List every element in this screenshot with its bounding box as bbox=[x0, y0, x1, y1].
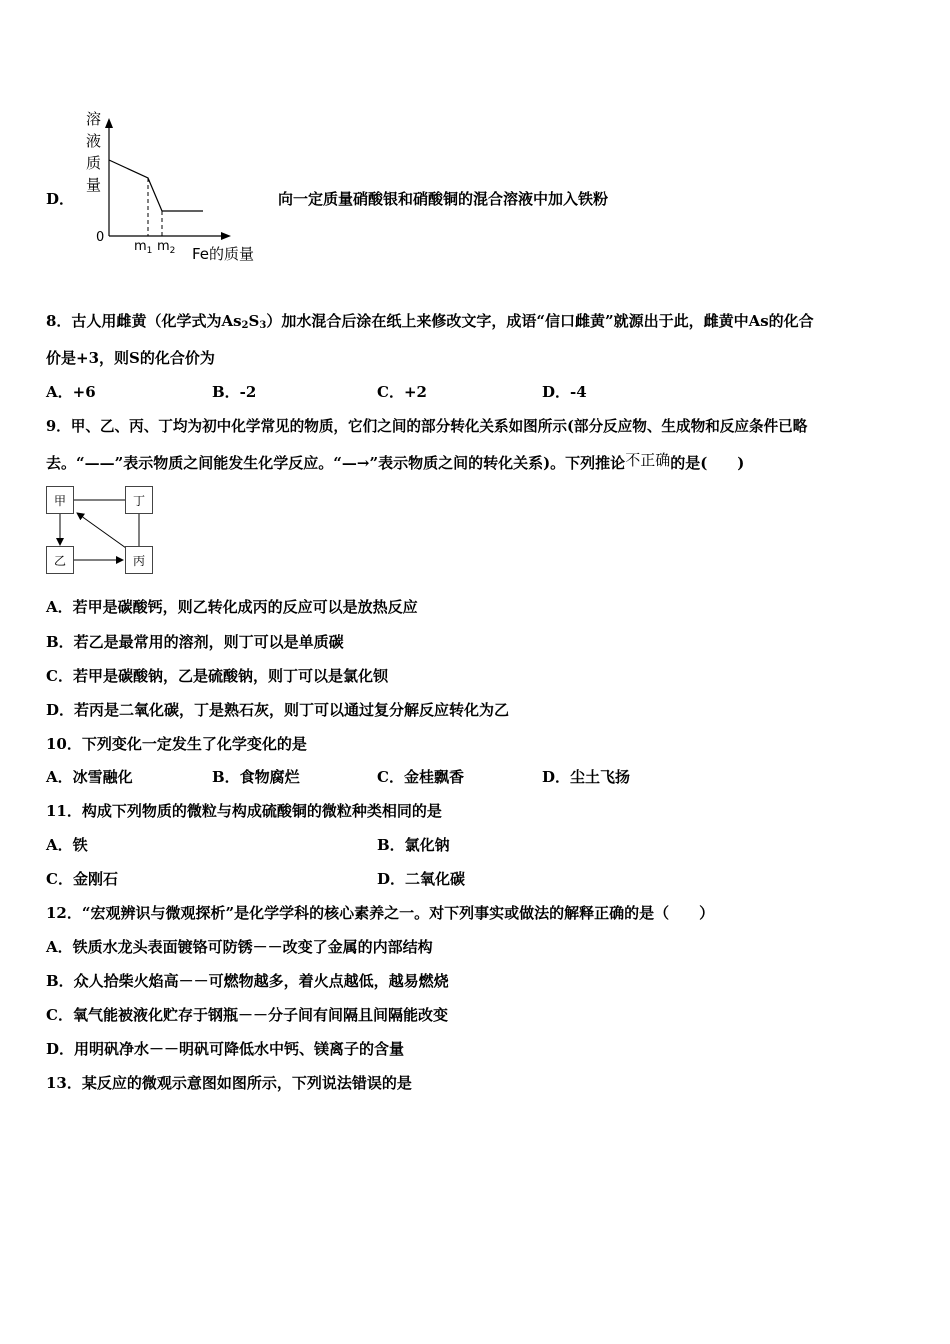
q8-option-d: D．-4 bbox=[542, 383, 587, 401]
q8-option-c: C．+2 bbox=[377, 383, 427, 401]
q8-option-a: A．+6 bbox=[46, 383, 96, 401]
q9-option-c: C．若甲是碳酸钠，乙是硫酸钠，则丁可以是氯化钡 bbox=[46, 667, 388, 685]
q7-option-d-label: D． bbox=[46, 190, 75, 208]
q10-option-d: D．尘土飞扬 bbox=[542, 768, 631, 786]
graph-x-arrow bbox=[221, 232, 231, 240]
q11-option-a: A．铁 bbox=[46, 836, 88, 854]
graph-curve bbox=[109, 160, 203, 211]
graph-m2-label: $m_2$ bbox=[157, 239, 176, 256]
node-ding: 丁 bbox=[125, 486, 153, 514]
q9-stem-line1: 9．甲、乙、丙、丁均为初中化学常见的物质，它们之间的部分转化关系如图所示(部分反应物、生成物和反应条件已略 bbox=[46, 418, 808, 435]
graph-y-label-3: 质 bbox=[86, 154, 102, 172]
q8-stem-line2: 价是+3，则S的化合价为 bbox=[46, 349, 215, 367]
graph-y-label-2: 液 bbox=[86, 132, 102, 150]
graph-y-label-4: 量 bbox=[86, 176, 102, 194]
q12-option-c: C．氧气能被液化贮存于钢瓶－－分子间有间隔且间隔能改变 bbox=[46, 1006, 448, 1024]
q10-option-c: C．金桂飘香 bbox=[377, 768, 464, 786]
q8-option-b: B．-2 bbox=[212, 383, 257, 401]
q10-stem: 10．下列变化一定发生了化学变化的是 bbox=[46, 735, 307, 753]
q8-stem-line1: 8．古人用雌黄（化学式为$As_2S_3$）加水混合后涂在纸上来修改文字，成语“信口雌黄”就源出于此，雌黄中As的化合 bbox=[46, 312, 814, 331]
q12-option-b: B．众人拾柴火焰高－－可燃物越多，着火点越低，越易燃烧 bbox=[46, 972, 449, 990]
graph-x-label: Fe的质量 bbox=[192, 245, 255, 263]
q9-stem-line2: 去。“——”表示物质之间能发生化学反应。“—→”表示物质之间的转化关系)。下列推论不正确的是( ) bbox=[46, 451, 745, 472]
graph-y-arrow bbox=[105, 118, 113, 128]
q7-mass-graph bbox=[82, 108, 262, 268]
q9-option-a: A．若甲是碳酸钙，则乙转化成丙的反应可以是放热反应 bbox=[46, 598, 418, 616]
q11-option-c: C．金刚石 bbox=[46, 870, 118, 888]
q11-option-d: D．二氧化碳 bbox=[377, 870, 466, 888]
edge-bing-to-jia bbox=[77, 513, 126, 548]
q12-option-a: A．铁质水龙头表面镀铬可防锈－－改变了金属的内部结构 bbox=[46, 938, 433, 956]
graph-m1-label: $m_1$ bbox=[134, 239, 153, 256]
node-bing: 丙 bbox=[125, 546, 153, 574]
q12-stem: 12．“宏观辨识与微观探析”是化学学科的核心素养之一。对下列事实或做法的解释正确的是（ ） bbox=[46, 904, 715, 922]
node-jia: 甲 bbox=[46, 486, 74, 514]
graph-y-label-1: 溶 bbox=[86, 110, 102, 128]
q11-stem: 11．构成下列物质的微粒与构成硫酸铜的微粒种类相同的是 bbox=[46, 802, 442, 820]
node-yi: 乙 bbox=[46, 546, 74, 574]
q9-option-d: D．若丙是二氧化碳，丁是熟石灰，则丁可以通过复分解反应转化为乙 bbox=[46, 701, 510, 719]
q12-option-d: D．用明矾净水－－明矾可降低水中钙、镁离子的含量 bbox=[46, 1040, 405, 1058]
q7-option-d-text: 向一定质量硝酸银和硝酸铜的混合溶液中加入铁粉 bbox=[278, 190, 609, 208]
q13-stem: 13．某反应的微观示意图如图所示，下列说法错误的是 bbox=[46, 1074, 412, 1092]
q9-option-b: B．若乙是最常用的溶剂，则丁可以是单质碳 bbox=[46, 633, 344, 651]
q11-option-b: B．氯化钠 bbox=[377, 836, 450, 854]
graph-origin: 0 bbox=[96, 230, 105, 245]
q10-option-b: B．食物腐烂 bbox=[212, 768, 300, 786]
q10-option-a: A．冰雪融化 bbox=[46, 768, 133, 786]
